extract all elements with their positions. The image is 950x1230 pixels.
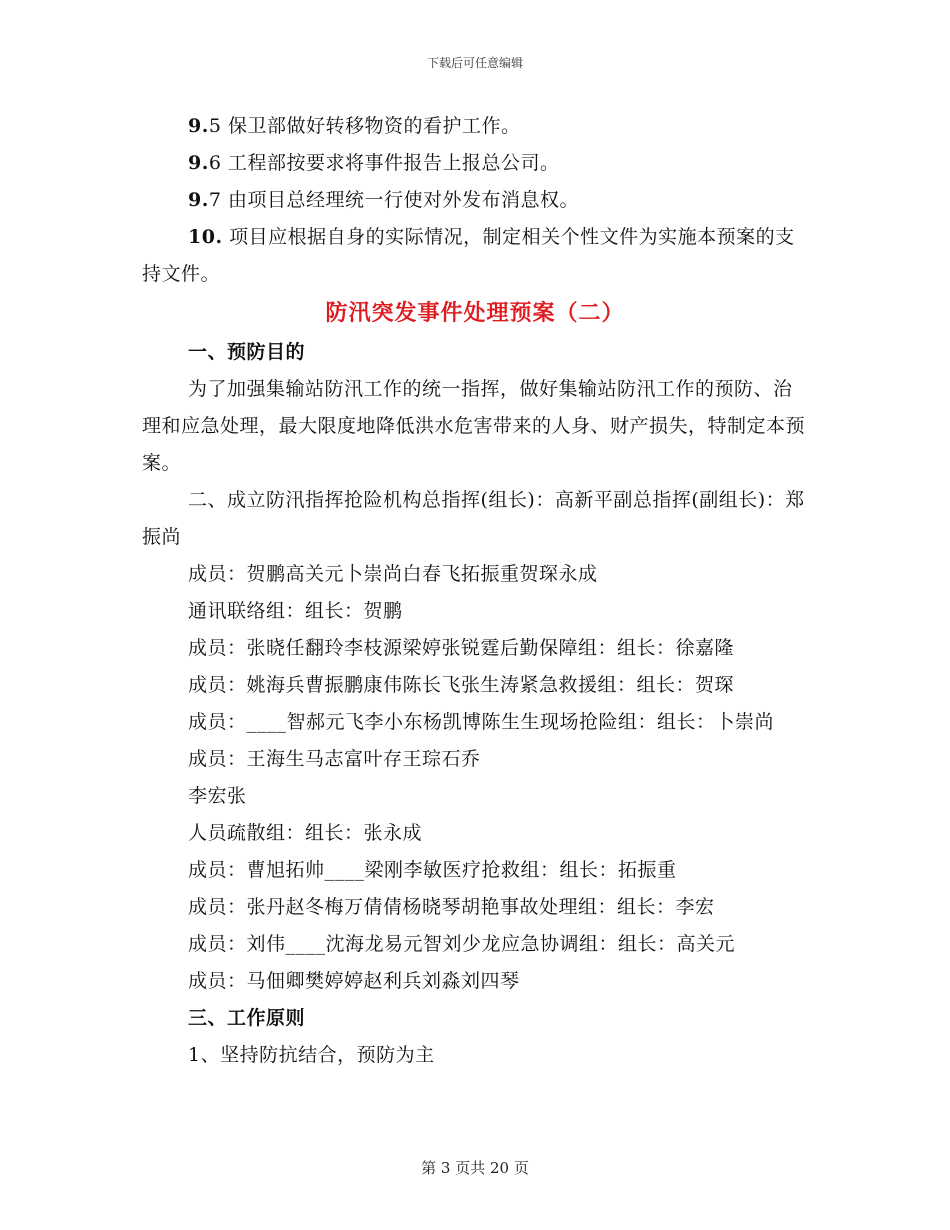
item-9-6: 9.6 工程部按要求将事件报告上报总公司。: [188, 152, 560, 174]
member-line: 成员：王海生马志富叶存王琮石乔: [188, 748, 481, 770]
page-footer: 第 3 页共 20 页: [421, 1159, 529, 1177]
paragraph-organization: 二、成立防汛指挥抢险机构总指挥(组长)：高新平副总指挥(副组长)：郑振尚: [142, 489, 805, 548]
member-line: 李宏张: [188, 785, 247, 807]
member-line: 人员疏散组：组长：张永成: [188, 822, 423, 844]
heading-prevention-purpose: 一、预防目的: [188, 341, 306, 363]
document-body: [142, 108, 808, 1074]
item-10: 10. 项目应根据自身的实际情况，制定相关个性文件为实施本预案的支持文件。: [142, 226, 795, 285]
page-header: 下载后可任意编辑: [426, 56, 523, 70]
member-line: 成员：曹旭拓帅____梁刚李敏医疗抢救组：组长：拓振重: [188, 859, 677, 881]
principle-1: 1、坚持防抗结合，预防为主: [188, 1044, 435, 1066]
member-line: 成员：姚海兵曹振鹏康伟陈长飞张生涛紧急救援组：组长：贺琛: [188, 674, 735, 696]
item-9-5: 9.5 保卫部做好转移物资的看护工作。: [188, 115, 521, 137]
section-title: 防汛突发事件处理预案（二）: [325, 300, 625, 326]
item-9-7: 9.7 由项目总经理统一行使对外发布消息权。: [188, 189, 579, 211]
member-line: 成员：张丹赵冬梅万倩倩杨晓琴胡艳事故处理组：组长：李宏: [188, 896, 715, 918]
member-line: 成员：马佃卿樊婷婷赵利兵刘淼刘四琴: [188, 970, 520, 992]
member-line: 成员：张晓任翻玲李枝源梁婷张锐霆后勤保障组：组长：徐嘉隆: [188, 637, 735, 659]
member-line: 成员：贺鹏高关元卜崇尚白春飞拓振重贺琛永成: [188, 563, 598, 585]
member-line: 成员：刘伟____沈海龙易元智刘少龙应急协调组：组长：高关元: [188, 933, 736, 955]
member-line: 成员：____智郝元飞李小东杨凯博陈生生现场抢险组：组长：卜崇尚: [188, 711, 775, 733]
member-line: 通讯联络组：组长：贺鹏: [188, 600, 403, 622]
paragraph-purpose: 为了加强集输站防汛工作的统一指挥，做好集输站防汛工作的预防、治理和应急处理，最大限度地降低洪水危害带来的人身、财产损失，特制定本预案。: [142, 378, 806, 474]
heading-work-principles: 三、工作原则: [188, 1007, 306, 1029]
